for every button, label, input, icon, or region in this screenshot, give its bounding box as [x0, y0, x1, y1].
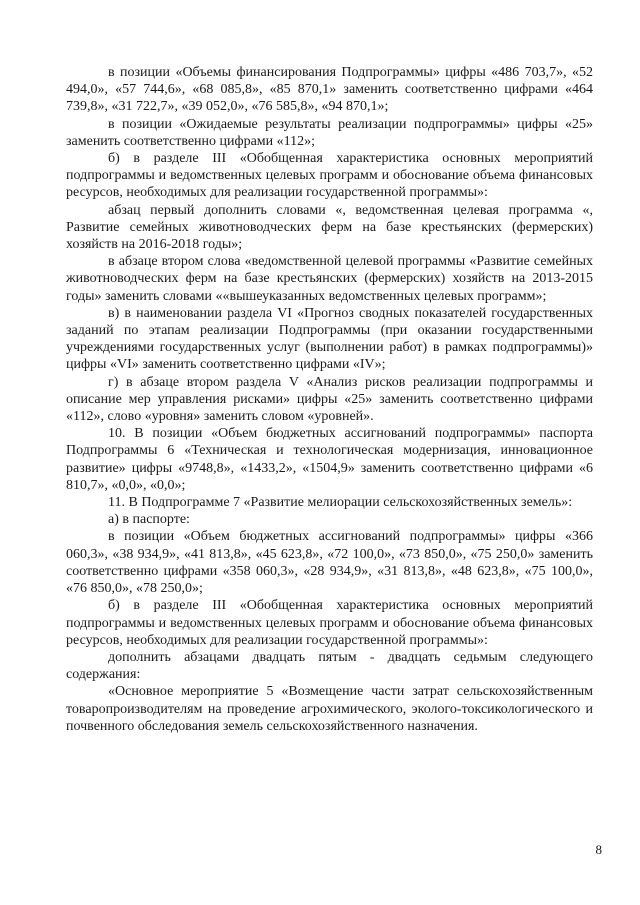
paragraph-add-abzacs: дополнить абзацами двадцать пятым - двадцать седьмым следующего содержания: [66, 649, 593, 683]
paragraph-section-iii-title: б) в разделе III «Обобщенная характеристика основных мероприятий подпрограммы и ведомственных целевых программ и обоснование объема финансовых ресурсов, необходимых для реализации государственной программы»: [66, 151, 593, 201]
page-number: 8 [595, 842, 602, 857]
paragraph-financing-volumes: в позиции «Объемы финансирования Подпрограммы» цифры «486 703,7», «52 494,0», «57 744,6», «68 085,8», «85 870,1» заменить соответственно цифрами «464 739,8», «31 722,7», «39 052,0», «76 585,8», «94 870,1»; [66, 65, 593, 115]
paragraph-item-11: 11. В Подпрограмме 7 «Развитие мелиорации сельскохозяйственных земель»: [108, 495, 573, 511]
paragraph-section-iii-title-2: б) в разделе III «Обобщенная характеристика основных мероприятий подпрограммы и ведомственных целевых программ и обоснование объема финансовых ресурсов, необходимых для реализации государственной программы»: [66, 598, 593, 648]
paragraph-main-event-5: «Основное мероприятие 5 «Возмещение части затрат сельскохозяйственным товаропроизводителям на проведение агрохимического, эколого-токсикологического и почвенного обследования земель сельскохозяйственного назначения. [66, 684, 593, 734]
paragraph-section-v: г) в абзаце втором раздела V «Анализ рисков реализации подпрограммы и описание мер управления рисками» цифры «25» заменить соответственно цифрами «112», слово «уровня» заменить словом «уровней». [66, 374, 593, 425]
paragraph-budget-allocations: в позиции «Объем бюджетных ассигнований подпрограммы» цифры «366 060,3», «38 934,9», «41 813,8», «45 623,8», «72 100,0», «73 850,0», «75 250,0» заменить соответственно цифрами «358 060,3», «28 934,9», «31 813,8», «48 623,8», «75 100,0», «76 850,0», «78 250,0»; [66, 529, 593, 597]
paragraph-item-10: 10. В позиции «Объем бюджетных ассигнований подпрограммы» паспорта Подпрограммы 6 «Техническая и технологическая модернизация, инновационное развитие» цифры «9748,8», «1433,2», «1504,9» заменить соответственно цифрами «6 810,7», «0,0», «0,0»; [66, 426, 593, 493]
paragraph-first-abzac: абзац первый дополнить словами «, ведомственная целевая программа «, Развитие семейных животноводческих ферм на базе крестьянских (фермерских) хозяйств на 2016-2018 годы»; [66, 202, 593, 253]
paragraph-second-abzac: в абзаце втором слова «ведомственной целевой программы «Развитие семейных животноводческих ферм на базе крестьянских (фермерских) хозяйств на 2013-2015 годы» заменить словами ««вышеуказанных ведомственных целевых программ»; [66, 254, 593, 304]
paragraph-passport: а) в паспорте: [108, 512, 190, 528]
paragraph-section-vi: в) в наименовании раздела VI «Прогноз сводных показателей государственных заданий по этапам реализации Подпрограммы (при оказании государственными учреждениями государственных услуг (выполнении работ) в рамках подпрограммы)» цифры «VI» заменить соответственно цифрами «IV»; [66, 305, 593, 373]
paragraph-expected-results: в позиции «Ожидаемые результаты реализации подпрограммы» цифры «25» заменить соответственно цифрами «112»; [66, 116, 593, 149]
document-body [66, 64, 593, 735]
